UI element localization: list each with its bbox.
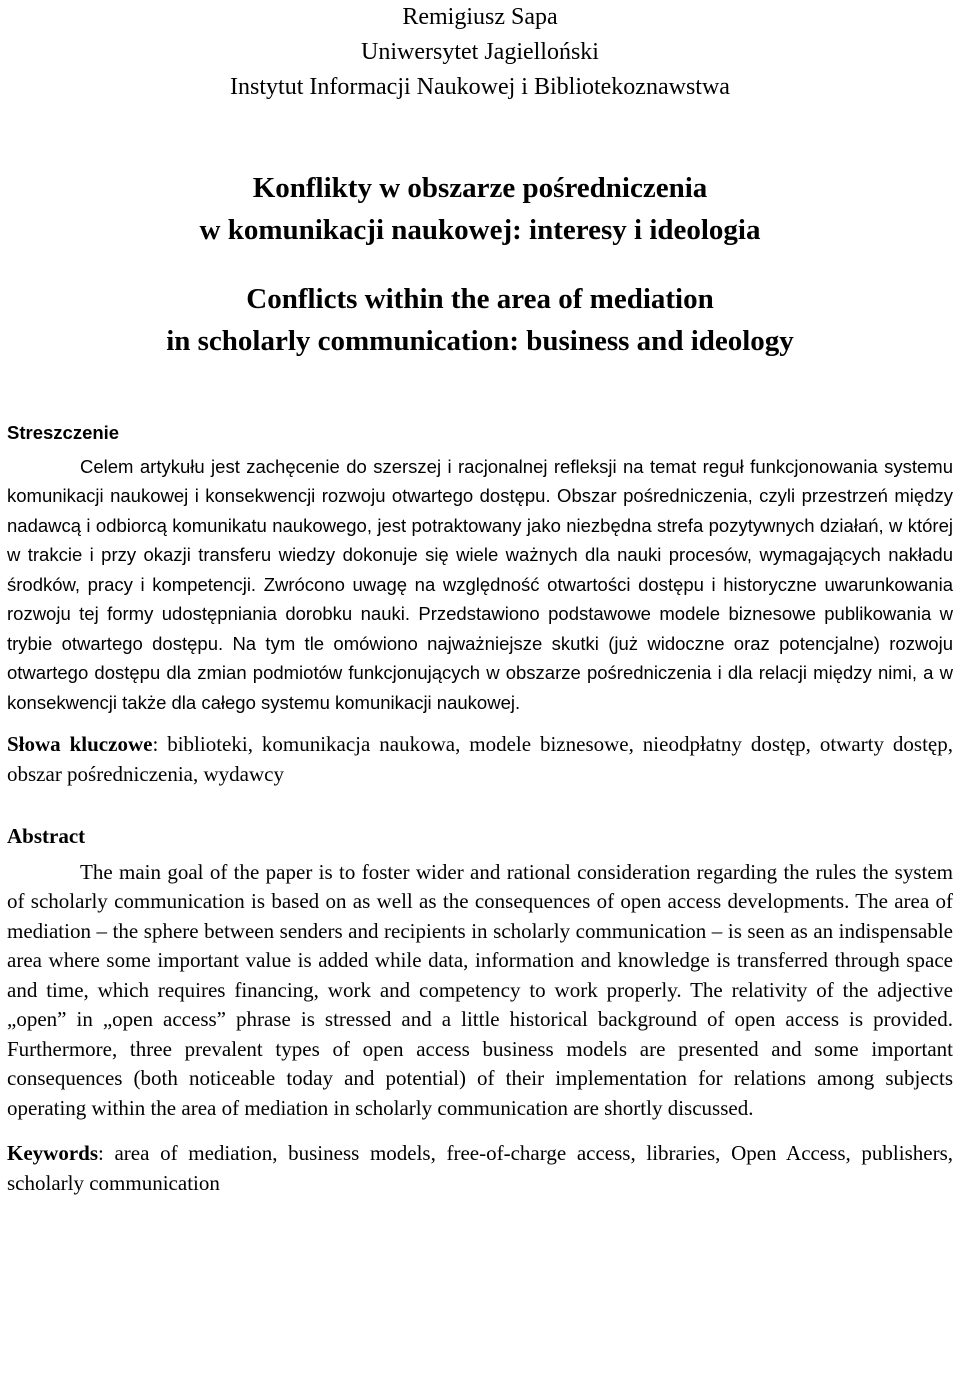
keywords-polish — [7, 730, 953, 789]
keywords-english — [7, 1139, 953, 1198]
streszczenie-heading: Streszczenie — [7, 422, 120, 443]
title-english — [7, 278, 953, 362]
author-name: Remigiusz Sapa — [402, 4, 558, 30]
author-institute: Instytut Informacji Naukowej i Bibliotekoznawstwa — [230, 74, 730, 100]
keywords-english-label: Keywords — [7, 1141, 98, 1165]
abstract-body: The main goal of the paper is to foster wider and rational consideration regarding the rules the system of scholarly communication is based on as well as the consequences of open access developments. The area of mediation – the sphere between senders and recipients in scholarly communication – is seen as an indispensable area where some important value is added while data, information and knowledge is transferred through space and time, which requires financing, work and competency to work properly. The relativity of the adjective „open” in „open access” phrase is stressed and a little historical background of open access is provided. Furthermore, three prevalent types of open access business models are presented and some important consequences (both noticeable today and potential) of their implementation for relations among subjects operating within the area of mediation in scholarly communication are shortly discussed. — [7, 859, 953, 1120]
title-english-line-2: in scholarly communication: business and ideology — [166, 325, 794, 357]
abstract-heading: Abstract — [7, 824, 86, 848]
streszczenie-body: Celem artykułu jest zachęcenie do szerszej i racjonalnej refleksji na temat reguł funkcjonowania systemu komunikacji naukowej i konsekwencji rozwoju otwartego dostępu. Obszar pośredniczenia, czyli przestrzeń między nadawcą i odbiorcą komunikatu naukowego, jest potraktowany jako niezbędna strefa pozytywnych działań, w której w trakcie i przy okazji transferu wiedzy dokonuje się wiele ważnych dla nauki procesów, wymagających nakładu środków, pracy i kompetencji. Zwrócono uwagę na względność otwartości dostępu i historyczne uwarunkowania rozwoju tej formy udostępniania dorobku nauki. Przedstawiono podstawowe modele biznesowe publikowania w trybie otwartego dostępu. Na tym tle omówiono najważniejsze skutki (już widoczne oraz potencjalne) rozwoju otwartego dostępu dla zmian podmiotów funkcjonujących w obszarze pośredniczenia i dla relacji między nimi, a w konsekwencji także dla całego systemu komunikacji naukowej. — [7, 455, 953, 713]
keywords-polish-text: : biblioteki, komunikacja naukowa, modele biznesowe, nieodpłatny dostęp, otwarty dostęp, obszar pośredniczenia, wydawcy — [7, 732, 954, 786]
title-english-line-1: Conflicts within the area of mediation — [246, 283, 714, 315]
author-block — [7, 0, 953, 105]
keywords-polish-label: Słowa kluczowe — [7, 732, 153, 756]
title-polish-line-2: w komunikacji naukowej: interesy i ideologia — [199, 214, 761, 246]
title-polish-line-1: Konflikty w obszarze pośredniczenia — [252, 172, 708, 204]
author-university: Uniwersytet Jagielloński — [361, 39, 599, 65]
keywords-english-text: : area of mediation, business models, free-of-charge access, libraries, Open Access, publishers, scholarly communication — [7, 1141, 953, 1195]
title-polish — [7, 167, 953, 251]
